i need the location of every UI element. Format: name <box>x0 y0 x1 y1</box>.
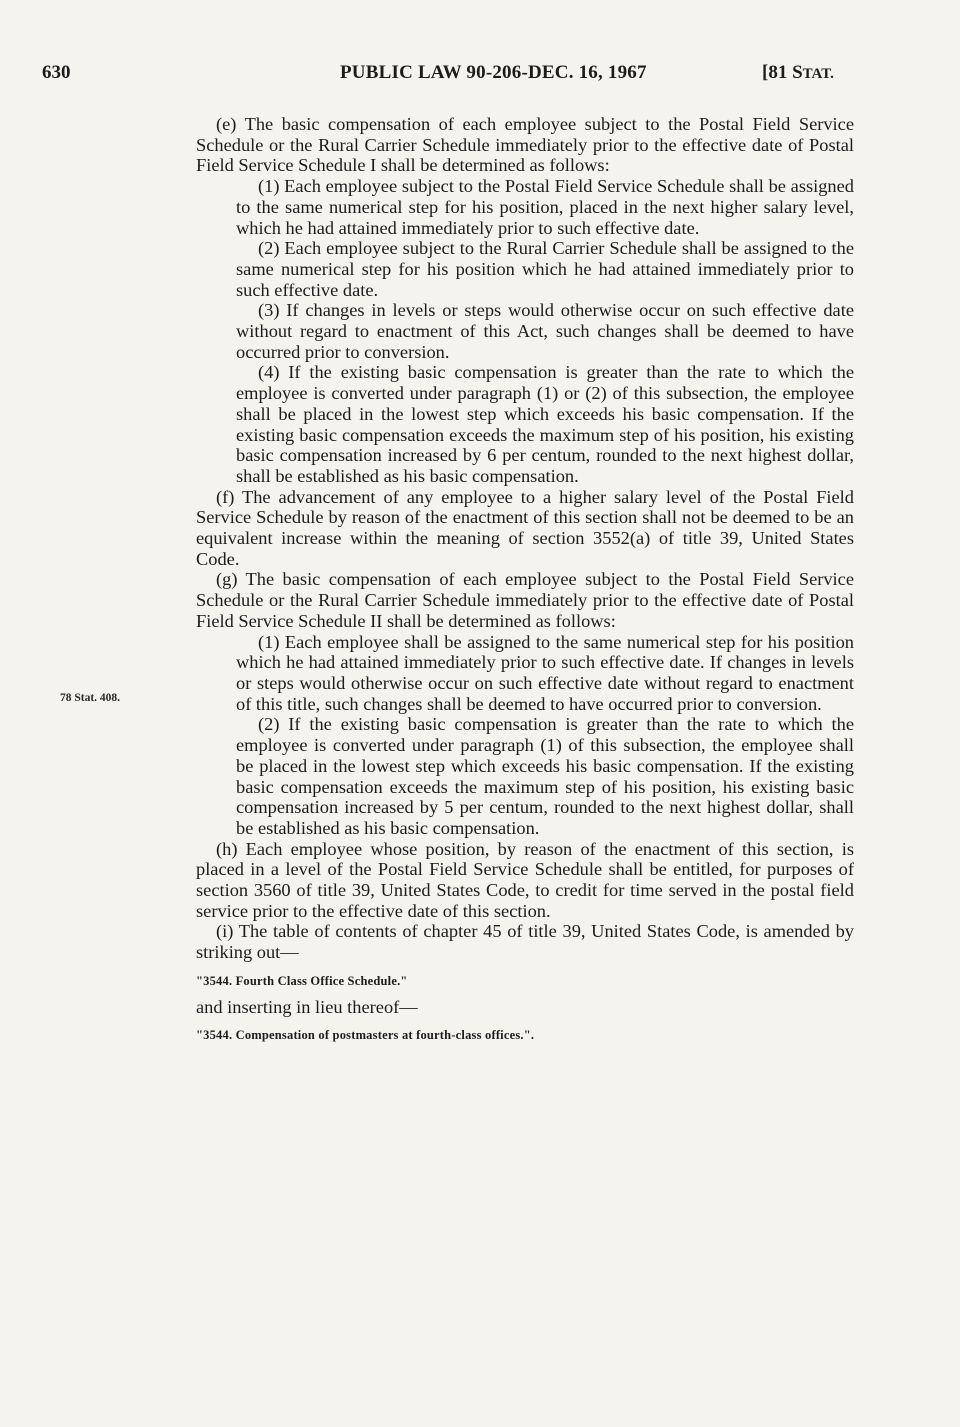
paragraph-e: (e) The basic compensation of each employee subject to the Postal Field Service Schedule or the Rural Carrier Schedule immediately prior to the effective date of Postal Field Service Schedule I shall be determined as follows: <box>196 114 854 176</box>
body-text <box>196 114 854 1051</box>
paragraph-g-2: (2) If the existing basic compensation is greater than the rate to which the employee is converted under paragraph (1) of this subsection, the employee shall be placed in the lowest step which exceeds his basic compensation. If the existing basic compensation exceeds the maximum step of his position, his existing basic compensation increased by 5 per centum, rounded to the next highest dollar, shall be established as his basic compensation. <box>236 714 854 838</box>
page-number: 630 <box>42 62 71 83</box>
paragraph-h: (h) Each employee whose position, by reason of the enactment of this section, is placed in a level of the Postal Field Service Schedule shall be entitled, for purposes of section 3560 of title 39, United States Code, to credit for time served in the postal field service prior to the effective date of this section. <box>196 838 854 921</box>
paragraph-e-3: (3) If changes in levels or steps would otherwise occur on such effective date without regard to enactment of this Act, such changes shall be deemed to have occurred prior to conversion. <box>236 300 854 362</box>
paragraph-f: (f) The advancement of any employee to a higher salary level of the Postal Field Service Schedule by reason of the enactment of this section shall not be deemed to be an equivalent increase within the meaning of section 3552(a) of title 39, United States Code. <box>196 486 854 569</box>
running-head: PUBLIC LAW 90-206-DEC. 16, 1967 <box>340 62 647 83</box>
volume-prefix: [81 S <box>762 62 803 83</box>
page-header <box>0 62 960 92</box>
paragraph-g: (g) The basic compensation of each employee subject to the Postal Field Service Schedule or the Rural Carrier Schedule immediately prior to the effective date of Postal Field Service Schedule II shall be determined as follows: <box>196 569 854 631</box>
paragraph-e-2: (2) Each employee subject to the Rural Carrier Schedule shall be assigned to the same numerical step for his position which he had attained immediately prior to such effective date. <box>236 238 854 300</box>
paragraph-i: (i) The table of contents of chapter 45 of title 39, United States Code, is amended by striking out— <box>196 921 854 963</box>
paragraph-g-1: (1) Each employee shall be assigned to the same numerical step for his position which he had attained immediately prior to such effective date. If changes in levels or steps would otherwise occur on such effective date without regard to enactment of this title, such changes shall be deemed to have occurred prior to conversion. <box>236 631 854 714</box>
volume-reference <box>762 62 834 84</box>
toc-new-entry: "3544. Compensation of postmasters at fourth-class offices.". <box>196 1028 535 1043</box>
paragraph-e-4: (4) If the existing basic compensation is greater than the rate to which the employee is converted under paragraph (1) or (2) of this subsection, the employee shall be placed in the lowest step which exceeds his basic compensation. If the existing basic compensation exceeds the maximum step of his position, his existing basic compensation increased by 6 per centum, rounded to the next highest dollar, shall be established as his basic compensation. <box>236 362 854 486</box>
toc-old-entry: "3544. Fourth Class Office Schedule." <box>196 973 408 988</box>
volume-suffix: TAT. <box>802 66 834 82</box>
paragraph-e-1: (1) Each employee subject to the Postal Field Service Schedule shall be assigned to the same numerical step for his position, placed in the next higher salary level, which he had attained immediately prior to such effective date. <box>236 176 854 238</box>
toc-insert-text: and inserting in lieu thereof— <box>196 996 418 1017</box>
margin-note-78-stat-408: 78 Stat. 408. <box>60 692 121 704</box>
